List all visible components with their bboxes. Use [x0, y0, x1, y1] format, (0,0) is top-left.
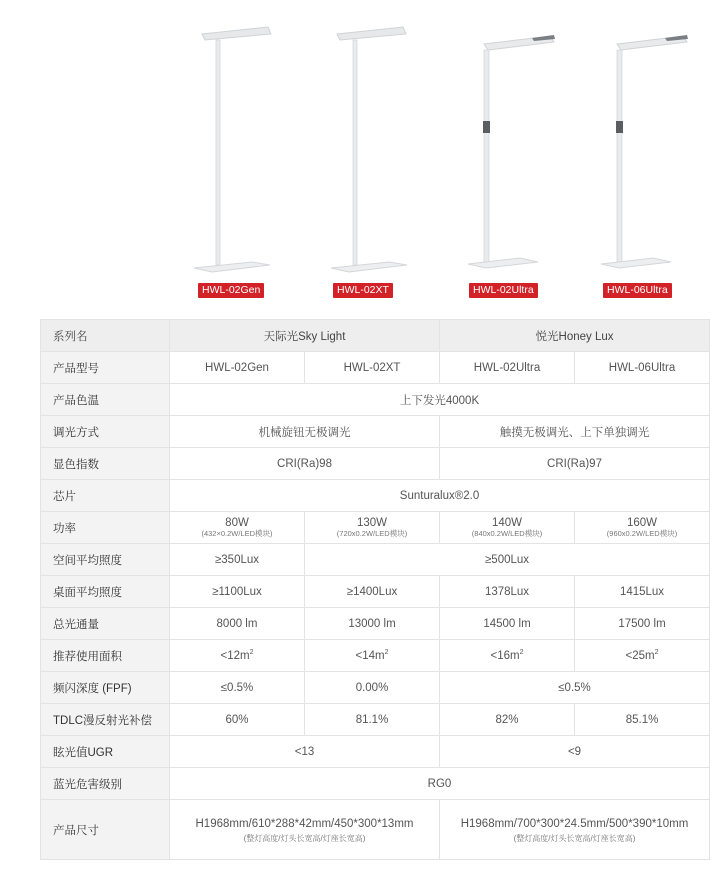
cell: 8000 lm [170, 608, 305, 640]
row-area [41, 640, 710, 672]
series-sky-light: 天际光Sky Light [170, 320, 440, 352]
row-label: 空间平均照度 [41, 544, 170, 576]
row-label: 桌面平均照度 [41, 576, 170, 608]
area-value: <12m [220, 649, 250, 662]
row-series [41, 320, 710, 352]
cell: HWL-02Ultra [440, 352, 575, 384]
row-chip [41, 480, 710, 512]
row-model [41, 352, 710, 384]
cell [170, 640, 305, 672]
model-tag: HWL-02Ultra [469, 283, 538, 298]
power-value: 160W [626, 517, 658, 529]
cell: ≥1100Lux [170, 576, 305, 608]
square-exponent: 2 [519, 649, 524, 657]
row-cct [41, 384, 710, 416]
size-note: (整灯高度/灯头长宽高/灯座长宽高) [243, 833, 366, 843]
cell: ≥1400Lux [305, 576, 440, 608]
power-note: (960x0.2W/LED模块) [606, 529, 678, 538]
row-label: 产品尺寸 [41, 800, 170, 860]
cell: HWL-06Ultra [575, 352, 710, 384]
row-label: 显色指数 [41, 448, 170, 480]
size-note: (整灯高度/灯头长宽高/灯座长宽高) [513, 833, 636, 843]
cell: 85.1% [575, 704, 710, 736]
cell [575, 512, 710, 544]
cell [440, 800, 710, 860]
square-exponent: 2 [384, 649, 389, 657]
cell [170, 512, 305, 544]
power-note: (840x0.2W/LED模块) [471, 529, 543, 538]
row-label: 频闪深度 (FPF) [41, 672, 170, 704]
row-power [41, 512, 710, 544]
cell: 机械旋钮无极调光 [170, 416, 440, 448]
product-images [0, 0, 715, 305]
row-tdlc [41, 704, 710, 736]
cell [170, 800, 440, 860]
square-exponent: 2 [654, 649, 659, 657]
floor-lamp-image [307, 0, 442, 305]
cell: ≤0.5% [170, 672, 305, 704]
cell: HWL-02Gen [170, 352, 305, 384]
cell: 17500 lm [575, 608, 710, 640]
spec-table [40, 319, 710, 860]
cell: 82% [440, 704, 575, 736]
row-label: 芯片 [41, 480, 170, 512]
power-note: (432×0.2W/LED模块) [201, 529, 273, 538]
row-cri [41, 448, 710, 480]
cell: 1378Lux [440, 576, 575, 608]
cell: CRI(Ra)97 [440, 448, 710, 480]
cell: Sunturalux®2.0 [170, 480, 710, 512]
cell: ≥500Lux [305, 544, 710, 576]
cell [440, 512, 575, 544]
area-value: <14m [355, 649, 385, 662]
row-label: TDLC漫反射光补偿 [41, 704, 170, 736]
model-tag: HWL-06Ultra [603, 283, 672, 298]
row-label: 功率 [41, 512, 170, 544]
cell: 13000 lm [305, 608, 440, 640]
size-value: H1968mm/700*300*24.5mm/500*390*10mm [460, 817, 689, 830]
row-label: 调光方式 [41, 416, 170, 448]
row-label: 总光通量 [41, 608, 170, 640]
row-space-lux [41, 544, 710, 576]
lamp-hwl-02gen [172, 0, 307, 305]
model-tag: HWL-02XT [333, 283, 393, 298]
row-label: 产品色温 [41, 384, 170, 416]
cell: ≥350Lux [170, 544, 305, 576]
cell: 触摸无极调光、上下单独调光 [440, 416, 710, 448]
cell [440, 640, 575, 672]
row-label: 推荐使用面积 [41, 640, 170, 672]
row-flux [41, 608, 710, 640]
floor-lamp-image [577, 0, 712, 305]
cell: RG0 [170, 768, 710, 800]
row-label: 产品型号 [41, 352, 170, 384]
cell: 0.00% [305, 672, 440, 704]
row-size [41, 800, 710, 860]
cell [575, 640, 710, 672]
cell [305, 640, 440, 672]
cell: 60% [170, 704, 305, 736]
size-value: H1968mm/610*288*42mm/450*300*13mm [195, 817, 414, 830]
area-value: <25m [625, 649, 655, 662]
row-label: 系列名 [41, 320, 170, 352]
row-label: 蓝光危害级别 [41, 768, 170, 800]
series-honey-lux: 悦光Honey Lux [440, 320, 710, 352]
lamp-hwl-02ultra [442, 0, 577, 305]
cell: ≤0.5% [440, 672, 710, 704]
cell: CRI(Ra)98 [170, 448, 440, 480]
row-ugr [41, 736, 710, 768]
power-value: 140W [491, 517, 523, 529]
power-value: 80W [225, 517, 249, 529]
cell: 81.1% [305, 704, 440, 736]
cell: <13 [170, 736, 440, 768]
power-note: (720x0.2W/LED模块) [336, 529, 408, 538]
power-value: 130W [356, 517, 388, 529]
floor-lamp-image [172, 0, 307, 305]
row-desk-lux [41, 576, 710, 608]
cell [305, 512, 440, 544]
floor-lamp-image [442, 0, 577, 305]
row-bluelight [41, 768, 710, 800]
lamp-hwl-02xt [307, 0, 442, 305]
cell: HWL-02XT [305, 352, 440, 384]
cell: 上下发光4000K [170, 384, 710, 416]
model-tag: HWL-02Gen [198, 283, 264, 298]
row-label: 眩光值UGR [41, 736, 170, 768]
cell: 1415Lux [575, 576, 710, 608]
row-fpf [41, 672, 710, 704]
square-exponent: 2 [249, 649, 254, 657]
cell: <9 [440, 736, 710, 768]
cell: 14500 lm [440, 608, 575, 640]
row-dimming [41, 416, 710, 448]
lamp-hwl-06ultra [577, 0, 712, 305]
area-value: <16m [490, 649, 520, 662]
